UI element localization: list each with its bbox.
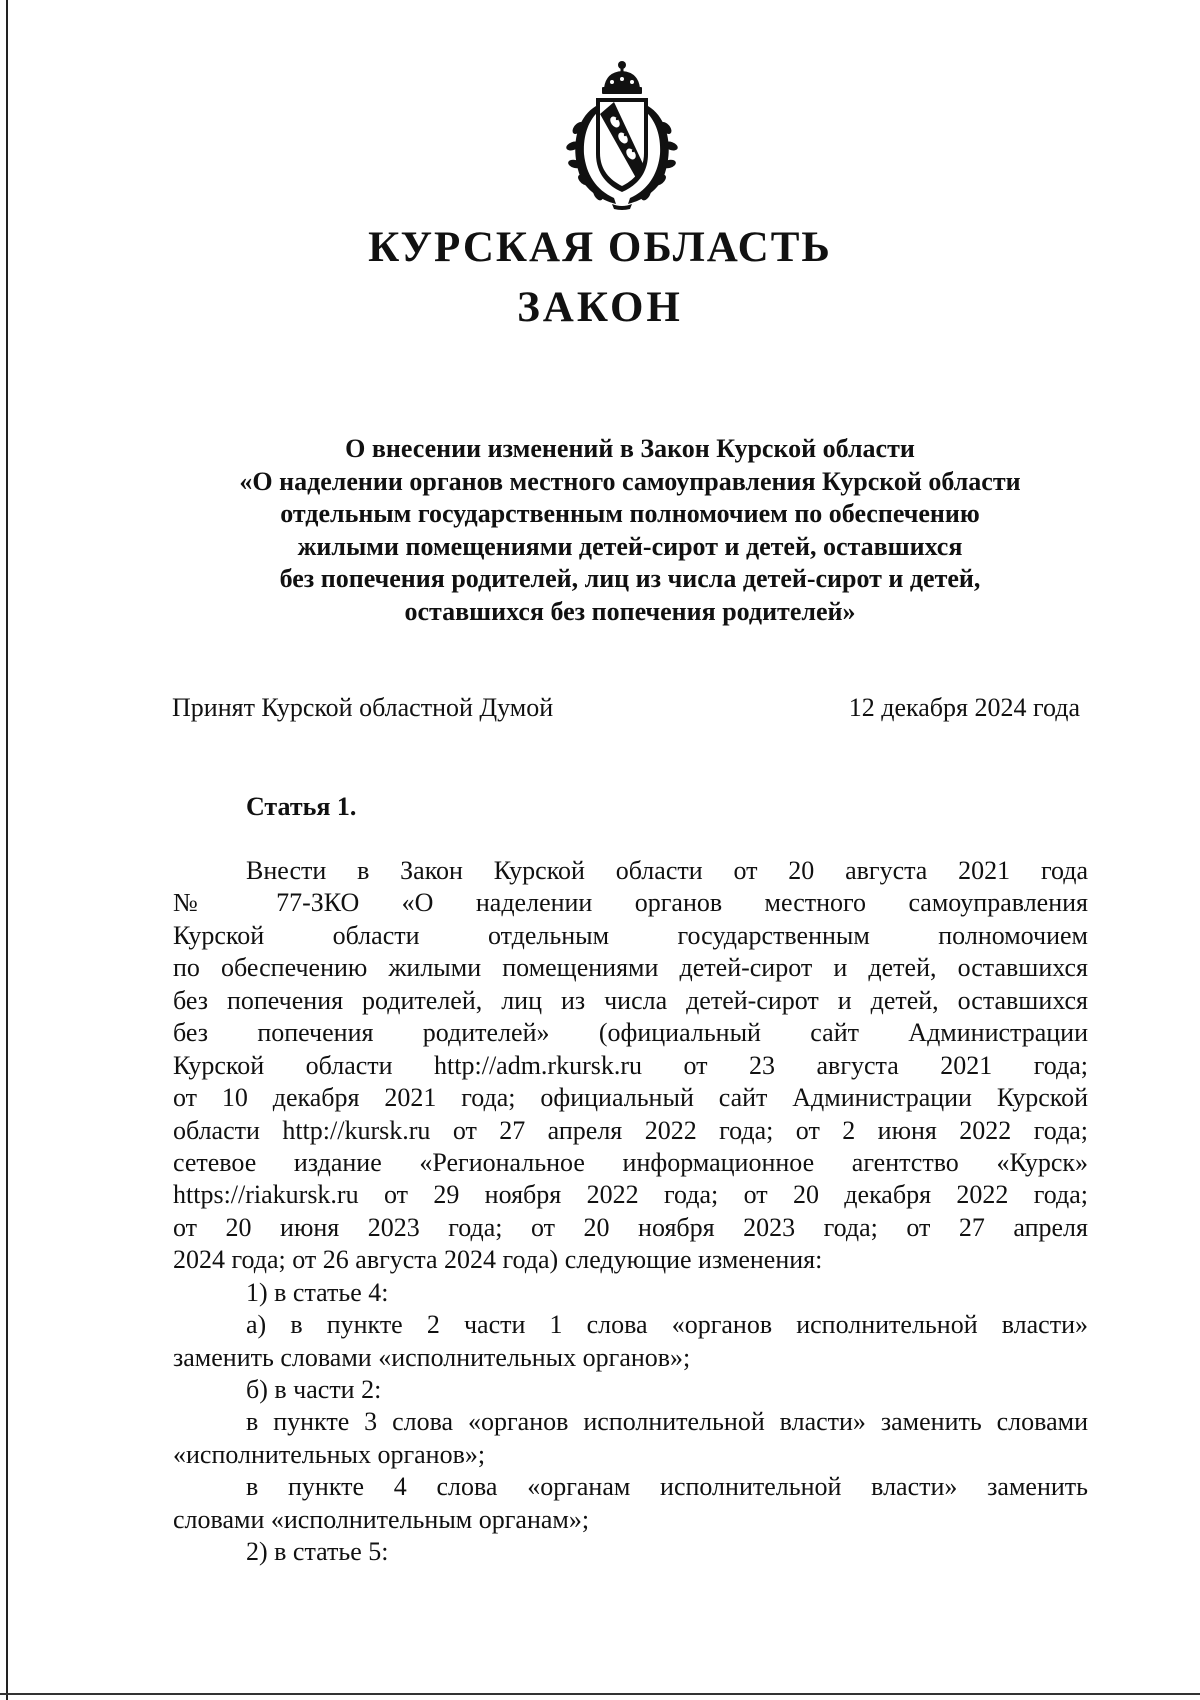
scan-edge-bottom (0, 1693, 1200, 1695)
law-title-line: «О наделении органов местного самоуправления Курской области (239, 466, 1021, 496)
adoption-date: 12 декабря 2024 года (848, 693, 1080, 722)
list-item: 2) в статье 5: (246, 1537, 389, 1567)
coat-of-arms-emblem (556, 58, 688, 210)
text-line: 2024 года; от 26 августа 2024 года) следующие изменения: (173, 1245, 823, 1275)
law-title-line: без попечения родителей, лиц из числа детей-сирот и детей, (279, 564, 981, 594)
article-body (173, 855, 1088, 1569)
text-line: по обеспечению жилыми помещениями детей-сирот и детей, оставшихся (173, 953, 1088, 983)
text-line: Внести в Закон Курской области от 20 августа 2021 года (246, 856, 1088, 885)
adoption-statement: Принят Курской областной Думой (172, 693, 554, 722)
document-type-heading: ЗАКОН (517, 284, 683, 331)
text-line: от 10 декабря 2021 года; официальный сайт Администрации Курской (173, 1083, 1088, 1113)
text-line: без попечения родителей» (официальный сайт Администрации (173, 1018, 1088, 1048)
text-line: а) в пункте 2 части 1 слова «органов исполнительной власти» (246, 1310, 1088, 1340)
law-title-line: отдельным государственным полномочием по обеспечению (280, 499, 980, 529)
text-line: заменить словами «исполнительных органов»; (173, 1342, 691, 1372)
text-line: в пункте 4 слова «органам исполнительной власти» заменить (246, 1472, 1088, 1502)
text-line: Курской области http://adm.rkursk.ru от 23 августа 2021 года; (173, 1050, 1088, 1080)
law-title-line: жилыми помещениями детей-сирот и детей, оставшихся (297, 531, 963, 561)
law-title-line: оставшихся без попечения родителей» (404, 596, 856, 626)
region-heading: КУРСКАЯ ОБЛАСТЬ (368, 224, 832, 271)
text-line: «исполнительных органов»; (173, 1439, 486, 1469)
text-line: Курской области отдельным государственным полномочием (173, 920, 1088, 950)
article-heading: Статья 1. (246, 792, 357, 821)
text-line: в пункте 3 слова «органов исполнительной власти» заменить словами (246, 1407, 1088, 1437)
text-line: № 77-ЗКО «О наделении органов местного самоуправления (173, 888, 1088, 918)
text-line: от 20 июня 2023 года; от 20 ноября 2023 года; от 27 апреля (173, 1212, 1088, 1242)
text-line: https://riakursk.ru от 29 ноября 2022 года; от 20 декабря 2022 года; (173, 1180, 1088, 1210)
text-line: области http://kursk.ru от 27 апреля 2022 года; от 2 июня 2022 года; (173, 1115, 1088, 1145)
text-line: сетевое издание «Региональное информационное агентство «Курск» (173, 1147, 1088, 1177)
list-item: 1) в статье 4: (246, 1277, 389, 1307)
list-item: б) в части 2: (246, 1375, 382, 1404)
text-line: без попечения родителей, лиц из числа детей-сирот и детей, оставшихся (173, 985, 1088, 1015)
law-title (170, 433, 1090, 629)
law-title-line: О внесении изменений в Закон Курской области (345, 434, 915, 463)
text-line: словами «исполнительным органам»; (173, 1504, 590, 1534)
